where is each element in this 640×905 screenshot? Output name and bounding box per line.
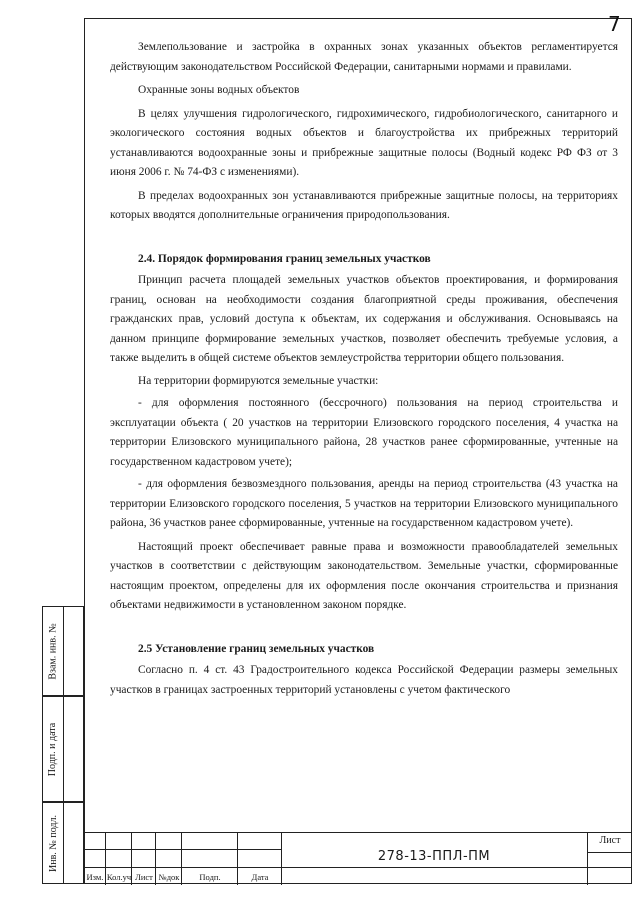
title-block-header: Лист <box>135 872 153 882</box>
page-number: 7 <box>608 12 621 36</box>
section-heading: 2.4. Порядок формирования границ земельных участков <box>138 252 431 265</box>
title-block <box>84 832 632 884</box>
side-stamp-label: Взам. инв. № <box>47 622 59 680</box>
title-block-header: Дата <box>251 872 269 882</box>
side-stamp-label: Инв. № подл. <box>47 814 59 872</box>
paragraph: На территории формируются земельные участки: <box>138 374 379 387</box>
paragraph: В целях улучшения гидрологического, гидрохимического, гидробиологического, санитарного и экологического состояния водных объектов и благоустройства их прибрежных территорий устанавливаются водоохранные зоны и прибрежные защитные полосы (Водный кодекс РФ ФЗ от 3 июня 2006 г. № 74-ФЗ с изменениями). <box>110 107 618 178</box>
list-item: - для оформления постоянного (бессрочного) пользования на период строительства и эксплуатации объекта ( 20 участков на территории Елизовского городского поселения, 4 участка на территории Елизовского муниципального района, 28 участков ранее сформированные, учтенные на государственном кадастровом учете); <box>110 397 618 468</box>
list-item: - для оформления безвозмездного пользования, аренды на период строительства (43 участка на территории Елизовского городского поселения, 5 участков на территории Елизовского муниципального района, 36 участков ранее сформированные, учтенные на государственном кадастровом учете). <box>110 478 618 529</box>
title-block-header: Изм. <box>86 872 104 882</box>
paragraph: Согласно п. 4 ст. 43 Градостроительного кодекса Российской Федерации размеры земельных участков в границах застроенных территорий установлены с учетом фактического <box>110 664 618 696</box>
sheet-label: Лист <box>599 835 621 846</box>
paragraph: Принцип расчета площадей земельных участков объектов проектирования, и формирования границ, основан на необходимости создания благоприятной среды проживания, обеспечения гражданских прав, условий доступа к объектам, их содержания и обслуживания. Основываясь на данном принципе формирование земельных участков, позволяет обеспечить требуемые условия, а также выделить в общей системе объектов землеустройства территории общего пользования. <box>110 274 618 364</box>
paragraph: Землепользование и застройка в охранных зонах указанных объектов регламентируется действующим законодательством Российской Федерации, санитарными нормами и правилами. <box>110 41 618 73</box>
document-code: 278-13-ППЛ-ПМ <box>377 849 491 864</box>
paragraph: Настоящий проект обеспечивает равные права и возможности правообладателей земельных участков в соответствии с действующим законодательством. Земельные участки, сформированные настоящим проектом, определены для их оформления после окончания строительства и признания объектами недвижимости в установленном законом порядке. <box>110 540 618 611</box>
side-stamp-inv <box>42 802 84 884</box>
paragraph: В пределах водоохранных зон устанавливаются прибрежные защитные полосы, на территориях которых вводятся дополнительные ограничения природопользования. <box>110 189 618 221</box>
side-stamp-podp <box>42 696 84 802</box>
title-block-header: Подп. <box>199 872 221 882</box>
side-stamp-vzam <box>42 606 84 696</box>
section-heading: 2.5 Установление границ земельных участков <box>138 642 375 655</box>
title-block-header: Кол.уч <box>106 872 132 882</box>
document-body <box>110 38 618 700</box>
side-stamp-label: Подп. и дата <box>47 722 59 776</box>
title-block-header: №док <box>158 872 180 882</box>
paragraph-subheading: Охранные зоны водных объектов <box>138 84 300 96</box>
